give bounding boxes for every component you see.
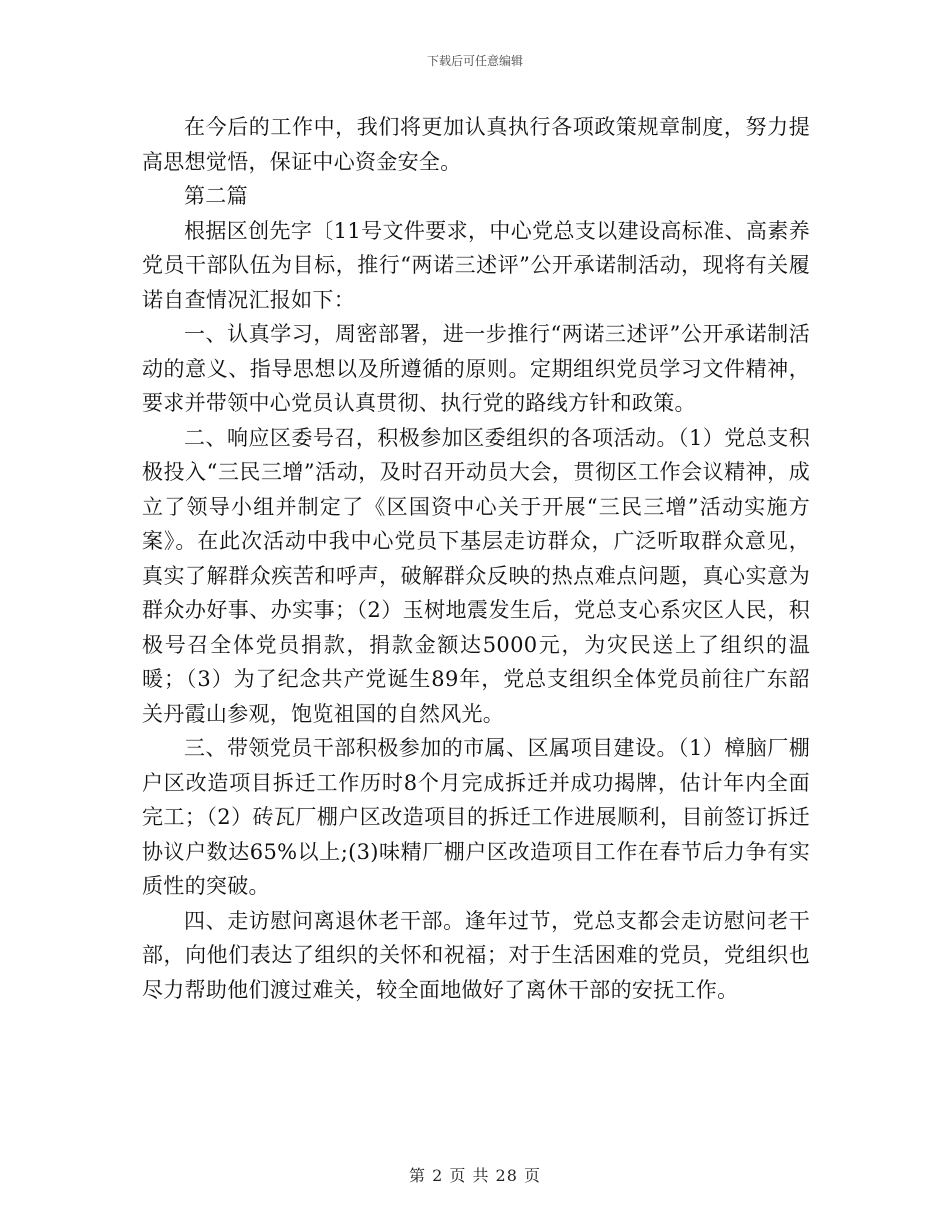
paragraph-closing-remark: 在今后的工作中，我们将更加认真执行各项政策规章制度，努力提高思想觉悟，保证中心资金安全。 (142, 115, 810, 174)
paragraph-item-1: 一、认真学习，周密部署，进一步推行“两诺三述评”公开承诺制活动的意义、指导思想以及所遵循的原则。定期组织党员学习文件精神，要求并带领中心党员认真贯彻、执行党的路线方针和政策。 (142, 322, 810, 415)
paragraph-item-4: 四、走访慰问离退休老干部。逢年过节，党总支都会走访慰问老干部，向他们表达了组织的关怀和祝福；对于生活困难的党员，党组织也尽力帮助他们渡过难关，较全面地做好了离休干部的安抚工作。 (142, 908, 810, 1002)
paragraph-intro: 根据区创先字〔11号文件要求，中心党总支以建设高标准、高素养党员干部队伍为目标，推行“两诺三述评”公开承诺制活动，现将有关履诺自查情况汇报如下： (142, 218, 810, 312)
document-body (142, 110, 810, 1007)
header-note: 下载后可任意编辑 (426, 54, 523, 68)
page-number: 第 2 页 共 28 页 (409, 1166, 541, 1185)
paragraph-item-2: 二、响应区委号召，积极参加区委组织的各项活动。（1）党总支积极投入“三民三增”活动，及时召开动员大会，贯彻区工作会议精神，成立了领导小组并制定了《区国资中心关于开展“三民三增”活动实施方案》。在此次活动中我中心党员下基层走访群众，广泛听取群众意见，真实了解群众疾苦和呼声，破解群众反映的热点难点问题，真心实意为群众办好事、办实事；（2）玉树地震发生后，党总支心系灾区人民，积极号召全体党员捐款，捐款金额达5000元，为灾民送上了组织的温暖；（3）为了纪念共产党诞生89年，党总支组织全体党员前往广东韶关丹霞山参观，饱览祖国的自然风光。 (142, 425, 810, 726)
section-heading-part-two: 第二篇 (184, 184, 248, 208)
paragraph-item-3: 三、带领党员干部积极参加的市属、区属项目建设。（1）樟脑厂棚户区改造项目拆迁工作历时8个月完成拆迁并成功揭牌，估计年内全面完工；（2）砖瓦厂棚户区改造项目的拆迁工作进展顺利，目前签订拆迁协议户数达65%以上;(3)味精厂棚户区改造项目工作在春节后力争有实质性的突破。 (142, 736, 810, 898)
